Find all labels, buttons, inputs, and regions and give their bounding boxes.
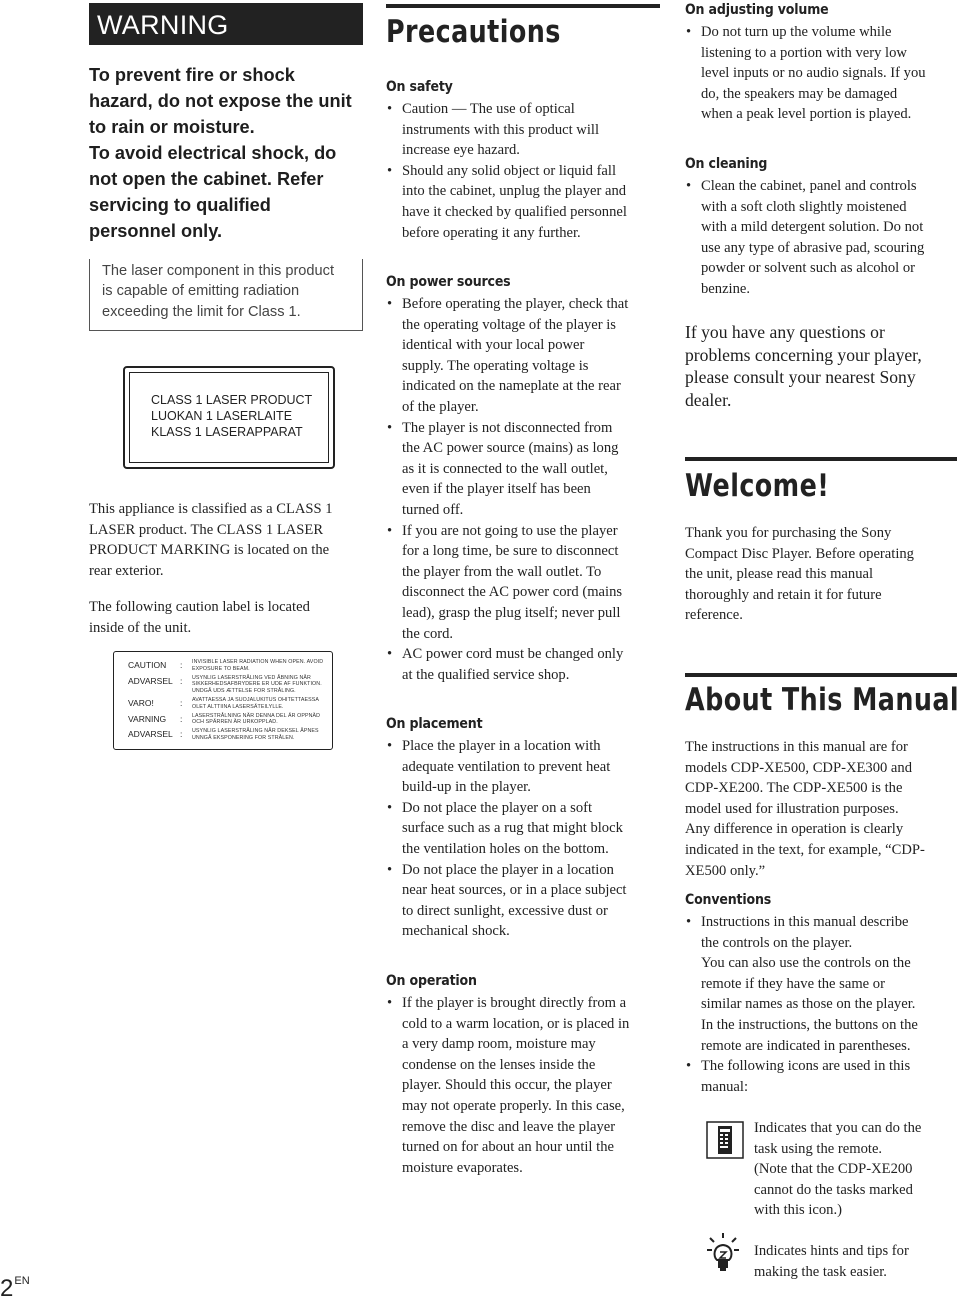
conventions-heading: Conventions bbox=[685, 892, 772, 908]
warning-text: To prevent fire or shock hazard, do not expose the unit to rain or moisture. To avoid electrical shock, do not open the cabinet. Refer servicing to qualified personnel only. bbox=[89, 65, 352, 241]
cleaning-heading: On cleaning bbox=[685, 156, 768, 172]
list-item: • Do not place the player on a soft surface such as a rug that might block the ventilation holes on the bottom. bbox=[386, 798, 676, 860]
list-item: • AC power cord must be changed only at the qualified service shop. bbox=[386, 644, 676, 685]
questions-paragraph: If you have any questions or problems concerning your player, please consult your nearest Sony dealer. bbox=[685, 322, 922, 410]
list-item: • The following icons are used in this manual: bbox=[685, 1056, 960, 1097]
page-number: $2^{EN}$ bbox=[0, 1275, 30, 1302]
list-item: • The player is not disconnected from the AC power source (mains) as long as it is connected to the wall outlet, even if the player itself has been turned off. bbox=[386, 418, 676, 521]
conventions-list bbox=[685, 912, 960, 1097]
class-1-laser-label: CLASS 1 LASER PRODUCT LUOKAN 1 LASERLAITE KLASS 1 LASERAPPARAT bbox=[123, 366, 335, 469]
section-rule bbox=[386, 4, 660, 8]
about-manual-title: About This Manual bbox=[685, 682, 960, 718]
hint-icon-description: Indicates hints and tips for making the task easier. bbox=[754, 1243, 909, 1280]
list-item: • Do not turn up the volume while listening to a portion with very low level inputs or no audio signals. If you do, the speakers may be damaged when a peak level portion is played. bbox=[685, 22, 960, 125]
list-item: • Place the player in a location with adequate ventilation to prevent heat build-up in the player. bbox=[386, 736, 676, 798]
list-item: • Instructions in this manual describe the controls on the player. You can also use the controls on the remote if they have the same or similar names as those on the player. In the instructions, the buttons on the remote are indicated in parentheses. bbox=[685, 912, 960, 1056]
list-item: • Caution — The use of optical instruments with this product will increase eye hazard. bbox=[386, 99, 676, 161]
caution-label-paragraph: The following caution label is located inside of the unit. bbox=[89, 599, 310, 636]
power-list bbox=[386, 294, 676, 685]
caution-label bbox=[113, 651, 333, 750]
about-paragraph: The instructions in this manual are for models CDP-XE500, CDP-XE300 and CDP-XE200. The CDP-XE500 is the model used for illustration purposes. Any difference in operation is clearly indicated in the text, for example, “CDP- XE500 only.” bbox=[685, 739, 925, 879]
list-item: • Should any solid object or liquid fall into the cabinet, unplug the player and have it checked by qualified personnel before operating it any further. bbox=[386, 161, 676, 243]
caution-label-row: VARO! : AVATTAESSA JA SUOJALUKITUS OHITETTAESSA OLET ALTTIINA LASERSÄTEILYLLE. bbox=[128, 696, 319, 710]
caution-label-row: VARNING : LASERSTRÅLNING NÄR DENNA DEL ÄR OPPNÄD OCH SPÄRREN ÄR URKOPPLAD. bbox=[128, 712, 321, 726]
volume-list bbox=[685, 22, 960, 125]
power-sources-heading: On power sources bbox=[386, 274, 511, 290]
operation-heading: On operation bbox=[386, 973, 477, 989]
safety-list bbox=[386, 99, 676, 243]
remote-icon bbox=[706, 1121, 744, 1159]
lightbulb-hint-icon bbox=[706, 1232, 740, 1272]
warning-title: WARNING bbox=[89, 3, 363, 45]
welcome-paragraph: Thank you for purchasing the Sony Compact Disc Player. Before operating the unit, please read this manual thoroughly and retain it for future reference. bbox=[685, 525, 914, 624]
section-rule bbox=[685, 457, 957, 461]
volume-heading: On adjusting volume bbox=[685, 2, 829, 18]
classification-paragraph: This appliance is classified as a CLASS 1 LASER product. The CLASS 1 LASER PRODUCT MARKING is located on the rear exterior. bbox=[89, 501, 333, 579]
cleaning-list bbox=[685, 176, 960, 300]
caution-label-row: ADVARSEL : USYNLIG LASERSTRÅLING VED ÅBNING NÅR SIKKERHEDSAFBRYDERE ER UDE AF FUNKTION. UNDGÅ UDS ÆTTELSE FOR STRÅLING. bbox=[128, 674, 322, 695]
caution-label-row: CAUTION : INVISIBLE LASER RADIATION WHEN OPEN. AVOID EXPOSURE TO BEAM. bbox=[128, 659, 324, 672]
placement-list bbox=[386, 736, 676, 942]
remote-icon-description: Indicates that you can do the task using the remote. (Note that the CDP-XE200 cannot do the tasks marked with this icon.) bbox=[754, 1120, 922, 1219]
welcome-title: Welcome! bbox=[685, 468, 830, 504]
list-item: • If you are not going to use the player for a long time, be sure to disconnect the player from the wall outlet. To disconnect the AC power cord (mains lead), grasp the plug itself; never pull the cord. bbox=[386, 521, 676, 645]
caution-label-row: ADVARSEL : USYNLIG LASERSTRÅLING NÅR DEKSEL ÅPNES UNNGÅ EKSPONERING FOR STRÅLEN. bbox=[128, 728, 319, 741]
list-item: • Before operating the player, check that the operating voltage of the player is identical with your local power supply. The operating voltage is indicated on the nameplate at the rear of the player. bbox=[386, 294, 676, 418]
precautions-title: Precautions bbox=[386, 14, 561, 50]
list-item: • Do not place the player in a location near heat sources, or in a place subject to direct sunlight, excessive dust or mechanical shock. bbox=[386, 860, 676, 942]
warning-column bbox=[89, 0, 363, 1307]
on-safety-heading: On safety bbox=[386, 79, 453, 95]
list-item: • If the player is brought directly from a cold to a warm location, or is placed in a very damp room, moisture may condense on the lenses inside the player. Should this occur, the player may not operate properly. In this case, remove the disc and leave the player turned on for about an hour until the moisture evaporates. bbox=[386, 993, 676, 1178]
section-rule bbox=[685, 673, 957, 677]
laser-notice-box: The laser component in this product is capable of emitting radiation exceeding the limit for Class 1. bbox=[89, 259, 363, 331]
operation-list bbox=[386, 993, 676, 1178]
list-item: • Clean the cabinet, panel and controls with a soft cloth slightly moistened with a mild detergent solution. Do not use any type of abrasive pad, scouring powder or solvent such as alcohol or benzine. bbox=[685, 176, 960, 300]
placement-heading: On placement bbox=[386, 716, 483, 732]
